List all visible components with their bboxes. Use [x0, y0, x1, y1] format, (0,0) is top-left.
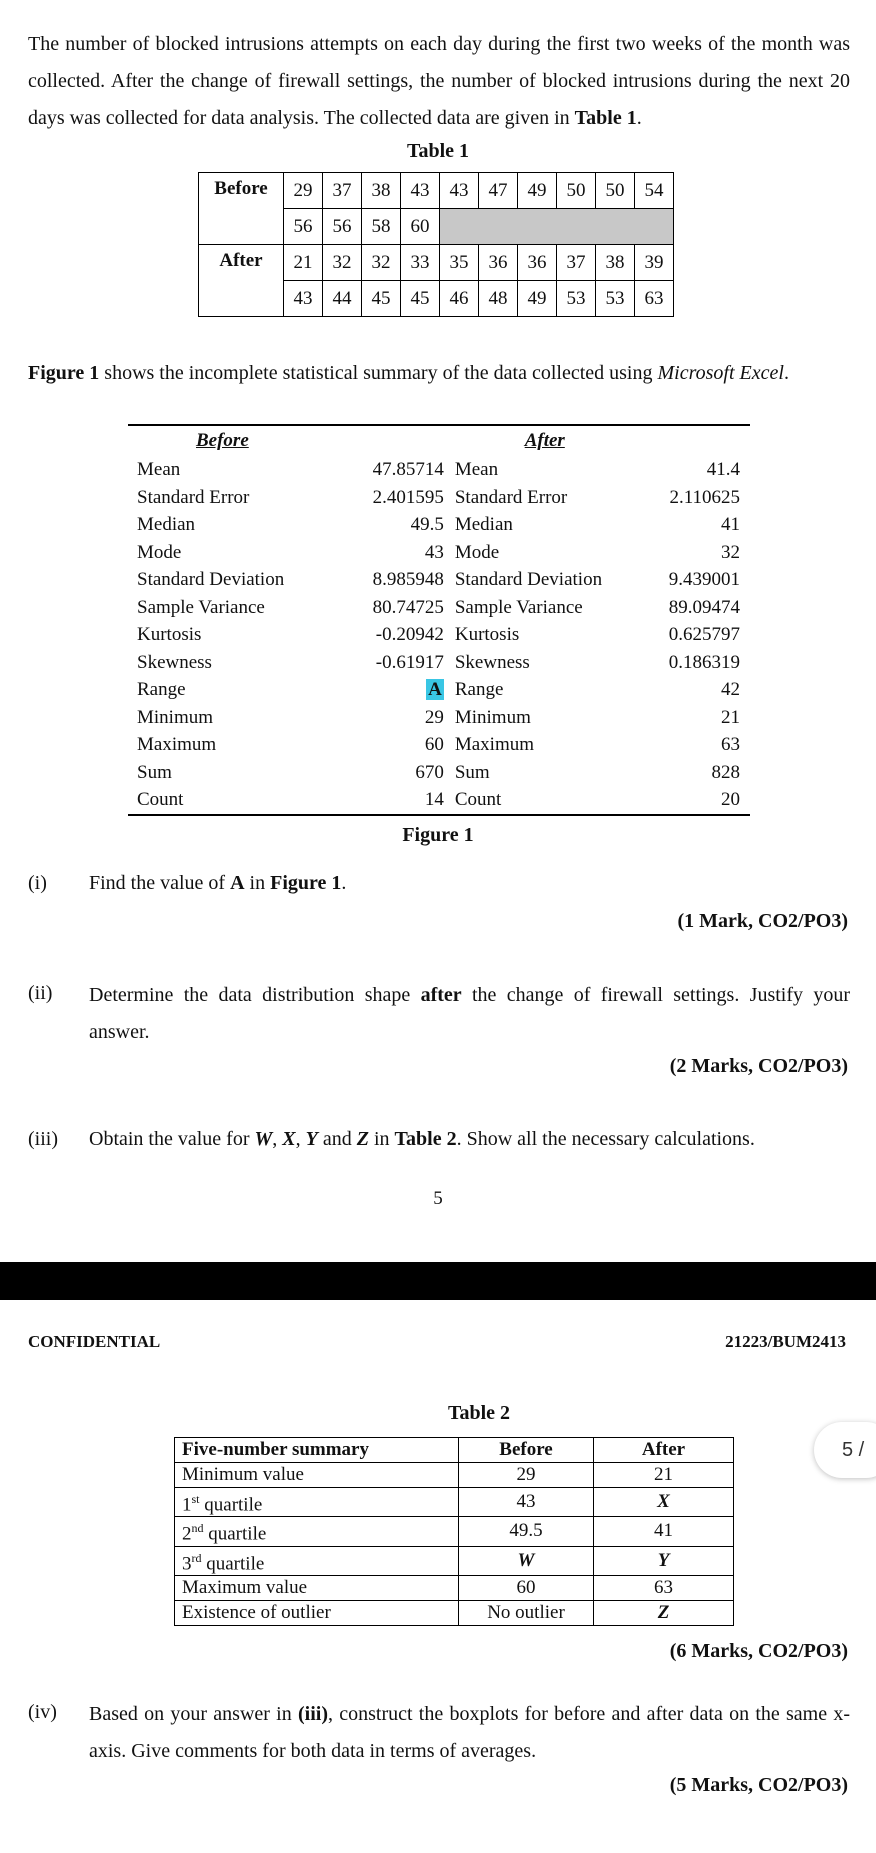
- table2-before-value: 43: [459, 1488, 594, 1517]
- before-stat-value: [344, 484, 453, 512]
- label-rest: quartile: [203, 1523, 267, 1545]
- confidential-label: CONFIDENTIAL: [28, 1332, 161, 1351]
- table1-cell: 36: [479, 245, 518, 281]
- before-value-text: 670: [415, 761, 444, 783]
- before-stat-label: Minimum: [137, 706, 214, 728]
- before-stat-label: Kurtosis: [137, 624, 202, 645]
- after-stat-value: 2.110625: [669, 486, 740, 508]
- question-3-number: (iii): [28, 1128, 58, 1150]
- table2-row-label: [175, 1463, 459, 1488]
- question-4-text: [89, 1696, 850, 1770]
- before-stat-label: Median: [137, 514, 196, 535]
- before-value-text: 43: [424, 541, 444, 563]
- table1-cell: 45: [362, 281, 401, 317]
- label-rest: quartile: [201, 1552, 265, 1574]
- before-value-text: 47.85714: [372, 459, 444, 480]
- summary-row: [128, 704, 750, 732]
- q3-comma2: ,: [295, 1128, 306, 1150]
- before-stat-value: [344, 731, 453, 759]
- table2-row-label: [175, 1488, 459, 1517]
- q3-in: in: [368, 1128, 395, 1150]
- q1-end: .: [341, 872, 347, 894]
- before-stat-value: [344, 676, 453, 704]
- label-main: Minimum value: [182, 1464, 304, 1485]
- figure-intro-period: .: [783, 362, 789, 384]
- after-stat-value: 32: [721, 541, 740, 563]
- after-stat-label: Count: [454, 789, 502, 810]
- table1-cell: 56: [284, 209, 323, 245]
- table2-row-label: [175, 1517, 459, 1546]
- after-stat-value: 21: [721, 706, 740, 728]
- q4-bold: (iii): [297, 1703, 328, 1725]
- label-main: 3: [182, 1552, 192, 1574]
- table2-before-value: 29: [459, 1463, 594, 1488]
- figure1-caption: Figure 1: [402, 824, 474, 846]
- after-stat-value: 41: [721, 514, 740, 535]
- table2-after-value: 21: [594, 1463, 734, 1488]
- figure1-header: [128, 426, 750, 456]
- figure1-bottom-rule: [128, 814, 750, 816]
- table1-cell: 49: [518, 173, 557, 209]
- before-stat-value: [344, 649, 453, 677]
- before-header: Before: [196, 430, 249, 451]
- figure-ref: Figure 1: [28, 362, 100, 384]
- q1-figure: Figure 1: [270, 872, 342, 894]
- table2-after-value: Y: [594, 1546, 734, 1575]
- before-stat-label: Mean: [137, 459, 181, 480]
- after-stat-label: Median: [454, 514, 513, 535]
- table2-before-value: 49.5: [459, 1517, 594, 1546]
- table1-cell: 60: [401, 209, 440, 245]
- q3-z: Z: [356, 1128, 369, 1150]
- question-2-number: (ii): [28, 982, 53, 1004]
- table2-row: [175, 1575, 734, 1600]
- table1-before-label: Before: [199, 173, 284, 245]
- q1-var: A: [230, 872, 245, 894]
- table2-header-cell: Before: [459, 1438, 594, 1463]
- before-stat-label: Mode: [137, 541, 182, 563]
- summary-row: [128, 594, 750, 622]
- summary-row: [128, 649, 750, 677]
- table1-cell: 37: [323, 173, 362, 209]
- table1-cell: 63: [635, 281, 674, 317]
- q3-end: . Show all the necessary calculations.: [456, 1128, 755, 1150]
- after-stat-label: Standard Deviation: [454, 569, 603, 590]
- table2-row: [175, 1517, 734, 1546]
- table1-cell: 39: [635, 245, 674, 281]
- page-indicator[interactable]: 5 /: [814, 1422, 876, 1478]
- figure1-summary: [128, 424, 750, 816]
- q3-and: and: [317, 1128, 357, 1150]
- before-stat-label: Standard Deviation: [137, 569, 285, 590]
- question-4-number: (iv): [28, 1701, 57, 1723]
- before-value-text: 2.401595: [372, 486, 444, 508]
- table2-caption: Table 2: [448, 1402, 511, 1424]
- before-stat-label: Range: [137, 679, 186, 700]
- question-1-marks: (1 Mark, CO2/PO3): [677, 910, 848, 932]
- figure-intro-text: shows the incomplete statistical summary of the data collected using: [99, 362, 658, 384]
- q1-pre: Find the value of: [89, 872, 231, 894]
- label-main: Maximum value: [182, 1576, 308, 1598]
- table1-cell: 53: [557, 281, 596, 317]
- table2-row-label: [175, 1575, 459, 1600]
- before-value-text: 14: [424, 789, 444, 810]
- before-stat-label: Count: [137, 789, 184, 810]
- intro-text: The number of blocked intrusions attempts on each day during the first two weeks of the month was collected. After the change of firewall settings, the number of blocked intrusions during the next 20 days was collected for data analysis. The collected data are given in: [28, 33, 850, 129]
- before-value-text: 49.5: [410, 514, 444, 535]
- before-stat-value: [344, 456, 453, 484]
- before-stat-value: [344, 566, 453, 594]
- after-stat-value: 41.4: [706, 459, 740, 480]
- summary-row: [128, 759, 750, 787]
- before-stat-value: [344, 621, 453, 649]
- table1-cell: 38: [362, 173, 401, 209]
- table1-cell: 56: [323, 209, 362, 245]
- figure-intro: [28, 362, 789, 385]
- before-stat-label: Maximum: [137, 734, 217, 755]
- after-stat-label: Minimum: [454, 706, 531, 728]
- summary-row: [128, 484, 750, 512]
- after-stat-value: 0.625797: [668, 624, 740, 645]
- before-value-text: 29: [424, 706, 444, 728]
- before-value-text: -0.61917: [375, 651, 444, 673]
- question-4-marks: (5 Marks, CO2/PO3): [669, 1774, 848, 1796]
- before-stat-label: Standard Error: [137, 486, 250, 508]
- after-stat-value: 63: [721, 734, 740, 755]
- table1-cell: 33: [401, 245, 440, 281]
- before-value-text: 8.985948: [372, 569, 444, 590]
- table2-after-value: 63: [594, 1575, 734, 1600]
- table1-cell: 53: [596, 281, 635, 317]
- table1-cell: 43: [401, 173, 440, 209]
- table1-cell: 47: [479, 173, 518, 209]
- before-stat-label: Sum: [137, 761, 172, 783]
- summary-row: [128, 456, 750, 484]
- after-stat-value: 89.09474: [668, 596, 740, 618]
- q3-comma1: ,: [272, 1128, 283, 1150]
- table1-cell: 46: [440, 281, 479, 317]
- before-stat-label: Sample Variance: [137, 596, 265, 618]
- after-stat-value: 9.439001: [668, 569, 740, 590]
- table2-row: [175, 1600, 734, 1625]
- after-stat-label: Mean: [454, 459, 499, 480]
- table1-cell: 44: [323, 281, 362, 317]
- after-stat-label: Maximum: [454, 734, 535, 755]
- after-stat-label: Skewness: [454, 651, 530, 673]
- q3-pre: Obtain the value for: [89, 1128, 255, 1150]
- table1-cell: 43: [284, 281, 323, 317]
- before-value-text: 80.74725: [372, 596, 444, 618]
- table2-after-value: Z: [594, 1600, 734, 1625]
- label-ordinal: rd: [191, 1550, 202, 1565]
- after-stat-value: 20: [721, 789, 740, 810]
- unknown-a-highlight: A: [428, 679, 442, 700]
- after-stat-value: 828: [711, 761, 740, 783]
- before-stat-value: [344, 539, 453, 567]
- before-stat-value: [344, 759, 453, 787]
- table2-row-label: [175, 1546, 459, 1575]
- table2-header-cell: Five-number summary: [175, 1438, 459, 1463]
- before-value-text: 60: [424, 734, 444, 755]
- table1-cell: 45: [401, 281, 440, 317]
- figure1-rows: [128, 456, 750, 814]
- table2-row: [175, 1488, 734, 1517]
- q3-y: Y: [305, 1128, 318, 1150]
- table1-row-before-1: [199, 173, 674, 209]
- table2-row-label: [175, 1600, 459, 1625]
- q4-pre: Based on your answer in: [89, 1703, 298, 1725]
- question-3-marks: (6 Marks, CO2/PO3): [669, 1640, 848, 1662]
- label-ordinal: nd: [191, 1521, 204, 1536]
- table2-header-row: [175, 1438, 734, 1463]
- table1-cell: 50: [557, 173, 596, 209]
- before-stat-value: [344, 511, 453, 539]
- before-stat-value: [344, 704, 453, 732]
- label-main: 2: [182, 1523, 192, 1545]
- q3-table-ref: Table 2: [394, 1128, 457, 1150]
- table1-cell: 32: [362, 245, 401, 281]
- table1-cell: 29: [284, 173, 323, 209]
- table1: [198, 172, 674, 317]
- q4-end: , construct the boxplots for before and after data on the same x-axis. Give comments for both data in terms of averages.: [89, 1703, 851, 1762]
- q2-bold: after: [420, 984, 462, 1006]
- table1-cell: 35: [440, 245, 479, 281]
- summary-row: [128, 731, 750, 759]
- intro-period: .: [636, 107, 642, 129]
- after-stat-value: 0.186319: [668, 651, 740, 673]
- table1-cell: 37: [557, 245, 596, 281]
- q2-end: the change of firewall settings. Justify your answer.: [89, 984, 850, 1043]
- table1-cell: 21: [284, 245, 323, 281]
- label-rest: quartile: [199, 1494, 263, 1516]
- after-stat-label: Standard Error: [454, 486, 568, 508]
- label-ordinal: st: [191, 1492, 200, 1506]
- before-stat-value: [344, 786, 453, 814]
- course-code: 21223/BUM2413: [725, 1332, 846, 1351]
- table2-before-value: 60: [459, 1575, 594, 1600]
- table1-shaded-cell: [440, 209, 674, 245]
- intro-paragraph: [28, 26, 850, 137]
- table1-after-label: After: [199, 245, 284, 317]
- q3-w: W: [254, 1128, 273, 1150]
- after-stat-label: Sum: [454, 761, 490, 783]
- table1-cell: 58: [362, 209, 401, 245]
- table1-cell: 32: [323, 245, 362, 281]
- table1-cell: 54: [635, 173, 674, 209]
- question-2-marks: (2 Marks, CO2/PO3): [669, 1055, 848, 1077]
- question-1-text: [89, 872, 346, 895]
- after-stat-label: Range: [454, 679, 504, 700]
- summary-row: [128, 539, 750, 567]
- table2-before-value: W: [459, 1546, 594, 1575]
- question-1-number: (i): [28, 872, 47, 894]
- q1-mid: in: [244, 872, 271, 894]
- summary-row: [128, 511, 750, 539]
- label-main: Existence of outlier: [182, 1601, 331, 1623]
- intro-table-ref: Table 1: [574, 107, 637, 129]
- before-stat-value: [344, 594, 453, 622]
- before-value-text: -0.20942: [375, 624, 444, 645]
- page-separator: [0, 1262, 876, 1300]
- summary-row: [128, 786, 750, 814]
- q3-x: X: [282, 1128, 296, 1150]
- page-number: 5: [433, 1188, 443, 1209]
- after-header: After: [524, 430, 565, 451]
- table1-cell: 38: [596, 245, 635, 281]
- table1-cell: 43: [440, 173, 479, 209]
- question-2-text: [89, 977, 850, 1051]
- before-stat-label: Skewness: [137, 651, 212, 673]
- table2-header-cell: After: [594, 1438, 734, 1463]
- table1-cell: 49: [518, 281, 557, 317]
- after-stat-value: 42: [721, 679, 740, 700]
- after-stat-label: Mode: [454, 541, 500, 563]
- question-3-text: [89, 1128, 755, 1151]
- table1-cell: 48: [479, 281, 518, 317]
- summary-row: [128, 566, 750, 594]
- after-stat-label: Sample Variance: [454, 596, 583, 618]
- after-stat-label: Kurtosis: [454, 624, 520, 645]
- table1-cell: 36: [518, 245, 557, 281]
- table2-before-value: No outlier: [459, 1600, 594, 1625]
- q2-pre: Determine the data distribution shape: [89, 984, 421, 1006]
- software-name: Microsoft Excel: [657, 362, 784, 384]
- label-main: 1: [182, 1494, 192, 1516]
- table2-after-value: 41: [594, 1517, 734, 1546]
- table1-caption: Table 1: [406, 140, 470, 162]
- table1-row-after-1: [199, 245, 674, 281]
- table1-cell: 50: [596, 173, 635, 209]
- table2-row: [175, 1463, 734, 1488]
- table2-after-value: X: [594, 1488, 734, 1517]
- summary-row: [128, 676, 750, 704]
- table2: [174, 1437, 734, 1626]
- summary-row: [128, 621, 750, 649]
- table2-row: [175, 1546, 734, 1575]
